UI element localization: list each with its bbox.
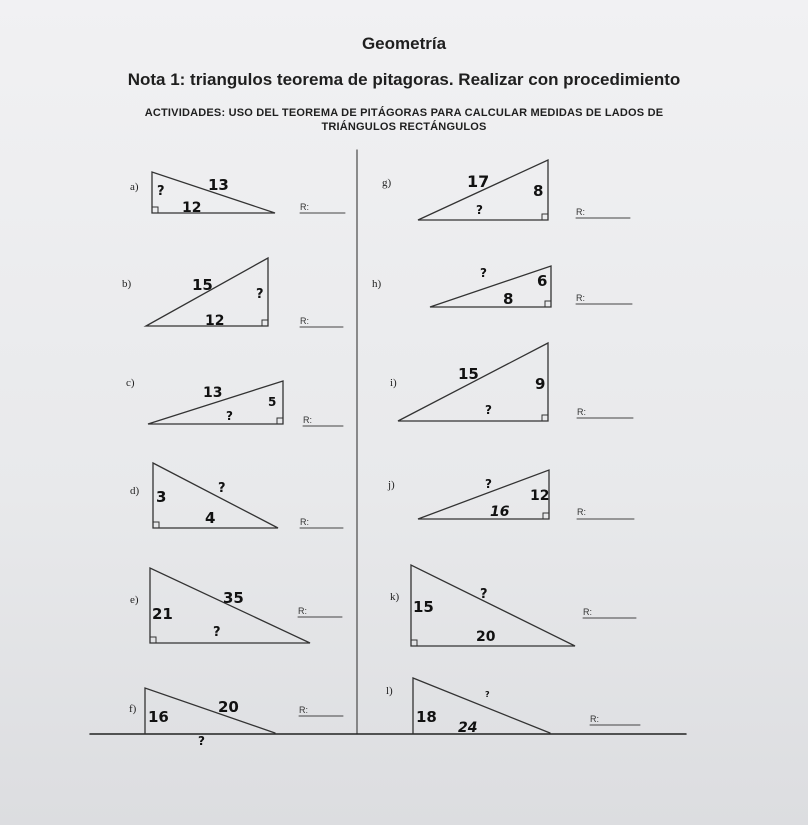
vertical-leg-label: 3	[156, 488, 167, 506]
horizontal-leg-label: 24	[458, 720, 478, 736]
right-angle-mark	[542, 415, 548, 421]
vertical-leg-label: 9	[535, 375, 546, 393]
problem-letter: h)	[372, 278, 382, 290]
hypotenuse-label: 13	[203, 385, 223, 401]
answer-label: R:	[298, 606, 307, 616]
hypotenuse-label: 35	[223, 589, 244, 607]
problem-i	[390, 343, 633, 421]
activity-heading-line-1: ACTIVIDADES: USO DEL TEOREMA DE PITÁGORAS PARA CALCULAR MEDIDAS DE LADOS DE	[144, 107, 664, 119]
hypotenuse-label: 15	[458, 365, 479, 383]
triangle	[153, 463, 278, 528]
problem-h	[372, 266, 632, 308]
problem-b	[122, 258, 343, 329]
horizontal-leg-label: ?	[485, 403, 492, 417]
problem-letter: g)	[382, 177, 392, 189]
horizontal-leg-label: ?	[198, 734, 205, 748]
answer-label: R:	[299, 705, 308, 715]
triangle	[430, 266, 551, 307]
hypotenuse-label: 13	[208, 176, 229, 194]
problem-a	[130, 172, 345, 216]
problem-letter: c)	[126, 377, 135, 389]
answer-label: R:	[590, 714, 599, 724]
vertical-leg-label: 18	[416, 708, 437, 726]
vertical-leg-label: 16	[148, 708, 169, 726]
vertical-leg-label: 6	[537, 272, 548, 290]
horizontal-leg-label: 12	[205, 313, 225, 329]
horizontal-leg-label: 12	[182, 200, 202, 216]
problem-letter: d)	[130, 485, 140, 497]
assignment-note: Nota 1: triangulos teorema de pitagoras. Realizar con procedimiento	[127, 70, 681, 89]
hypotenuse-label: ?	[485, 477, 492, 491]
answer-label: R:	[576, 293, 585, 303]
problem-letter: j)	[388, 479, 395, 491]
horizontal-leg-label: ?	[213, 625, 221, 640]
hypotenuse-label: 20	[218, 698, 239, 716]
right-angle-mark	[150, 637, 156, 643]
problem-letter: a)	[130, 181, 139, 193]
problem-g	[382, 160, 630, 220]
answer-label: R:	[303, 415, 312, 425]
answer-label: R:	[300, 517, 309, 527]
vertical-leg-label: ?	[157, 184, 165, 199]
vertical-leg-label: 8	[533, 182, 544, 200]
activity-heading-line-2: TRIÁNGULOS RECTÁNGULOS	[321, 121, 487, 133]
right-angle-mark	[411, 640, 417, 646]
horizontal-leg-label: 4	[205, 509, 216, 527]
hypotenuse-label: ?	[485, 690, 490, 699]
hypotenuse-label: ?	[480, 587, 488, 602]
horizontal-leg-label: 8	[503, 290, 514, 308]
right-angle-mark	[277, 418, 283, 424]
vertical-leg-label: 5	[268, 395, 277, 409]
page-title: Geometría	[361, 34, 447, 53]
hypotenuse-label: 17	[467, 172, 490, 191]
problem-letter: l)	[386, 685, 393, 697]
answer-label: R:	[576, 207, 585, 217]
problem-d	[130, 463, 343, 528]
hypotenuse-label: 15	[192, 276, 213, 294]
right-angle-mark	[153, 522, 159, 528]
problem-f	[129, 688, 343, 748]
hypotenuse-label: ?	[480, 266, 487, 280]
horizontal-leg-label: ?	[226, 409, 233, 423]
horizontal-leg-label: ?	[476, 203, 483, 217]
answer-label: R:	[300, 202, 309, 212]
problem-k	[390, 565, 636, 646]
right-angle-mark	[152, 207, 158, 213]
problem-letter: i)	[390, 377, 397, 389]
vertical-leg-label: 12	[530, 488, 550, 504]
answer-label: R:	[300, 316, 309, 326]
problem-l	[386, 678, 640, 736]
problem-letter: f)	[129, 703, 137, 715]
right-angle-mark	[262, 320, 268, 326]
answer-label: R:	[583, 607, 592, 617]
vertical-leg-label: 21	[152, 605, 173, 623]
right-angle-mark	[543, 513, 549, 519]
hypotenuse-label: ?	[218, 481, 226, 496]
answer-label: R:	[577, 407, 586, 417]
vertical-leg-label: 15	[413, 598, 434, 616]
problem-c	[126, 377, 343, 426]
right-angle-mark	[545, 301, 551, 307]
problem-letter: e)	[130, 594, 139, 606]
problem-letter: b)	[122, 278, 132, 290]
problem-j	[387, 470, 634, 520]
horizontal-leg-label: 16	[490, 504, 510, 520]
vertical-leg-label: ?	[256, 287, 264, 302]
answer-label: R:	[577, 507, 586, 517]
horizontal-leg-label: 20	[476, 629, 496, 645]
problem-e	[130, 568, 342, 643]
right-angle-mark	[542, 214, 548, 220]
problem-letter: k)	[390, 591, 400, 603]
